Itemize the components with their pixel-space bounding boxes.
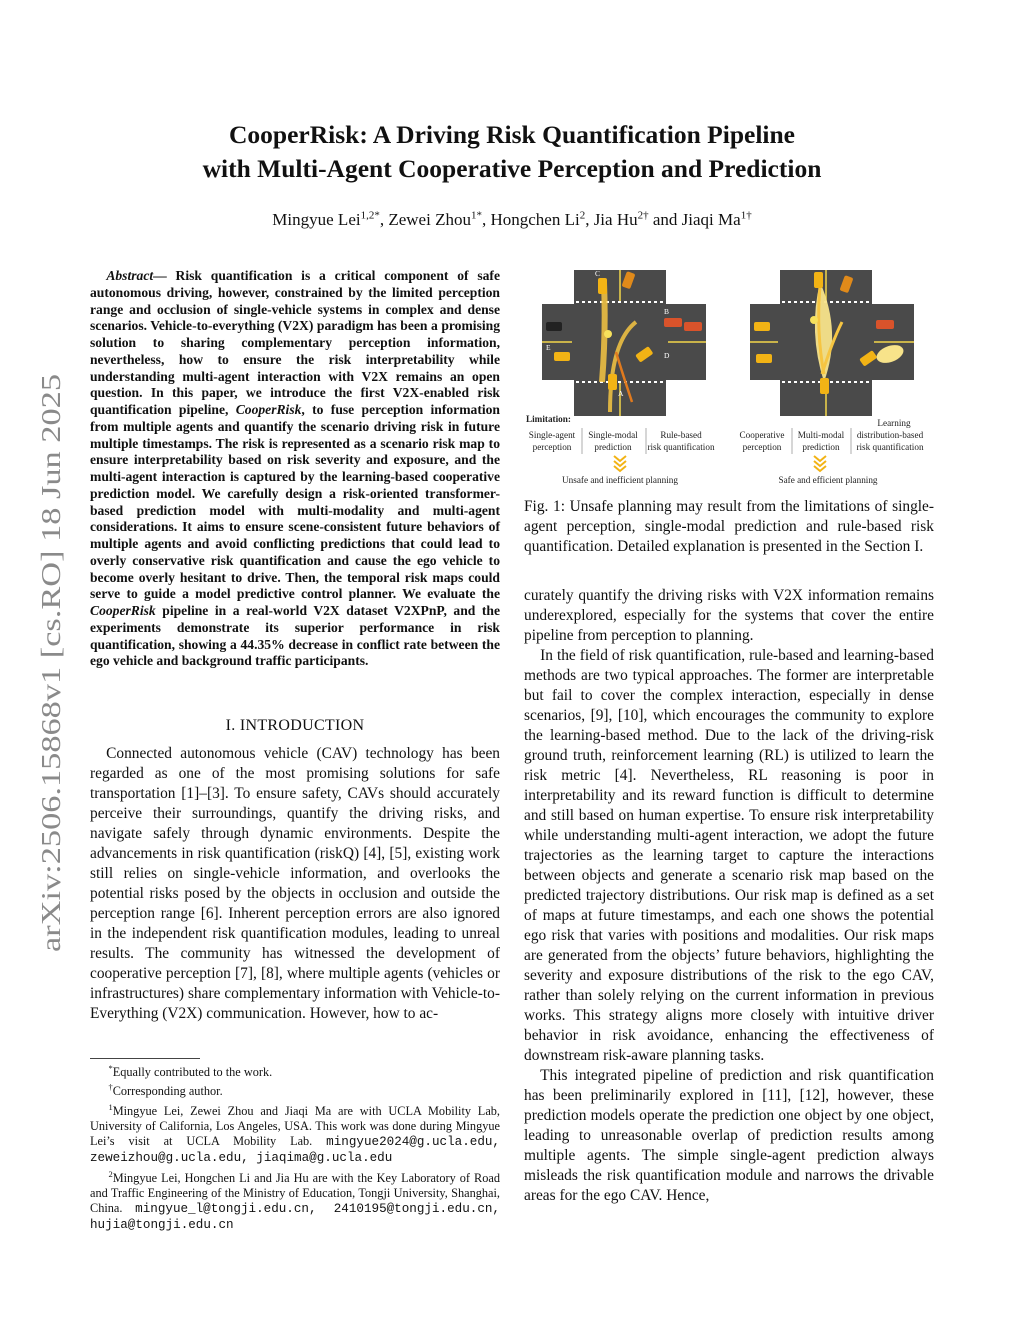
section-heading: I. INTRODUCTION [225,717,365,734]
author: Mingyue Lei$^{1,2*}$ [272,209,380,229]
figure-label: Learning [877,418,911,428]
figure-caption: Fig. 1: Unsafe planning may result from the limitations of single-agent perception, single-modal prediction and rule-based risk quantification. Detailed explanation is presented in the Section I. [524,498,934,555]
figure-label: perception [742,442,782,452]
paragraph: This integrated pipeline of prediction and risk quantification has been preliminarily explored in [11], [12], however, these prediction models operate the prediction one object by one object, leading to unreasonable overlap of prediction results among multiple agents. The simple single-agent prediction always misleads the risk quantification module and narrows the drivable areas for the ego CAV. Hence, [524,1067,934,1204]
vehicle-label: D [664,351,670,360]
figure-result-label: Unsafe and inefficient planning [562,475,678,485]
title-line-1: CooperRisk: A Driving Risk Quantification Pipeline [228,120,795,149]
footnote-affiliation-1: $^1$Mingyue Lei, Zewei Zhou and Jiaqi Ma are with UCLA Mobility Lab, University of California, Los Angeles, USA. This work was done during Mingyue Lei’s visit at UCLA Mobility Lab. mingyue2024@g.ucla.edu, zeweizhou@g.ucla.edu, jiaqima@g.ucla.edu [90,1101,500,1166]
figure-label: perception [532,442,572,452]
chevron-down-icon [614,456,626,471]
vehicle-c-icon [598,278,607,294]
footnote-rule [90,1058,200,1059]
rsu-icon [604,330,612,338]
figure-label: risk quantification [856,442,924,452]
abstract: Abstract— Risk quantification is a critical component of safe autonomous driving, however, constrained by the limited perception range and occlusion of single-vehicle systems in complex and dense scenarios. Vehicle-to-everything (V2X) paradigm has been a promising solution to sharing complementary perception information, nevertheless, how to ensure the risk interpretability while understanding multi-agent interaction with V2X remains an open question. In this paper, we introduce the first V2X-enabled risk quantification pipeline, CooperRisk, to fuse perception information from multiple agents and quantify the scenario driving risk in future multiple timestamps. The risk is represented as a scenario risk map to ensure interpretability based on risk severity and exposure, and the multi-agent interaction is captured by the learning-based cooperative prediction model. We carefully design a risk-oriented transformer-based prediction model with multi-modality and multi-agent considerations. It aims to ensure scene-consistent future behaviors of multiple agents and avoid conflicting predictions that could lead to overly conservative risk quantification and cause the ego vehicle to become overly hesitant to drive. Then, the temporal risk maps could serve to guide a model predictive control planner. We evaluate the CooperRisk pipeline in a real-world V2X dataset V2XPnP, and the experiments demonstrate its superior performance in risk quantification, showing a 44.35% decrease in conflict rate between the ego vehicle and background traffic participants. [90,268,500,669]
title-line-2: with Multi-Agent Cooperative Perception and Prediction [202,154,822,183]
figure-label: prediction [802,442,840,452]
arxiv-id: arXiv:2506.15868v1 [cs.RO] 18 Jun 2025 [35,489,66,952]
email-list: mingyue_l@tongji.edu.cn, 2410195@tongji.edu.cn, hujia@tongji.edu.cn [90,1202,500,1233]
figure-label: Single-modal [588,430,638,440]
figure-label: Rule-based [660,430,702,440]
intro-left-column [90,744,500,1024]
footnote-corresponding: †Corresponding author. [108,1082,223,1099]
chevron-down-icon [814,456,826,471]
abstract-label: Abstract [106,268,154,283]
figure-label: Multi-modal [797,430,845,440]
vehicle-label: E [546,343,551,352]
pipeline-name: CooperRisk [90,603,156,618]
intro-right-column [524,586,934,1206]
footnotes [90,1058,500,1233]
paper-title [100,118,924,186]
paragraph: In the field of risk quantification, rule-based and learning-based methods are two typical approaches. The former are interpretable but fail to cover the complex interaction, especially in dense scenarios, [9], [10], which encourages the community to explore the learning-based method. Due to the lack of the driving-risk ground truth, reinforcement learning (RL) is utilized to learn the risk metric [4]. Nevertheless, RL reasoning is poor in interpretability and its reward function is difficult to determine and still based on human expertise. To ensure risk interpretability while understanding multi-agent interaction, we adopt the future trajectories as the learning target to capture the interactions between objects and generate a scenario risk map based on the predicted trajectory distributions. Our risk map is defined as a set of maps at future timestamps, and each one shows the potential ego risk that varies with positions and modalities. Our risk maps are generated from the objects’ future behaviors, highlighting the severity and exposure distributions of the risk to the ego CAV, rather than solely relying on the current information in previous works. This strategy aligns more closely with intuitive driver behavior in risk avoidance, enhancing the effectiveness of downstream risk-aware planning tasks. [524,647,934,1064]
footnote-equal: *Equally contributed to the work. [108,1063,273,1080]
vehicle-label: C [595,269,601,278]
left-intersection-diagram [542,269,706,416]
footnote-affiliation-2: $^2$Mingyue Lei, Hongchen Li and Jia Hu are with the Key Laboratory of Road and Traffic Engineering of the Ministry of Education, Tongji University, Shanghai, China. mingyue_l@tongji.edu.cn, 2410195@tongji.edu.cn, hujia@tongji.edu.cn [90,1168,500,1233]
figure-1 [524,262,934,490]
arxiv-stamp [12,372,74,952]
figure-label: distribution-based [856,430,924,440]
figure-label: prediction [594,442,632,452]
figure-label: Single-agent [528,430,576,440]
author-list: Mingyue Lei$^{1,2*}$, Zewei Zhou$^{1*}$, Hongchen Li$^2$, Jia $Hu^{2\dagger}$ and Jiaqi $Ma^{1\dagger}$ [272,209,752,229]
right-intersection-diagram [750,270,914,416]
figure-label: Cooperative [739,430,785,440]
email-list: mingyue2024@g.ucla.edu, zeweizhou@g.ucla.edu, jiaqima@g.ucla.edu [90,1135,500,1166]
author: Jia $Hu^{2\dagger}$ [593,209,649,229]
paragraph: curately quantify the driving risks with V2X information remains underexplored, especially for the systems that cover the entire pipeline from perception to planning. [524,587,934,644]
vehicle-label: A [618,389,624,398]
pipeline-name: CooperRisk [235,402,302,417]
figure-label: risk quantification [647,442,715,452]
vehicle-label: B [664,307,670,316]
figure-result-label: Safe and efficient planning [778,475,878,485]
author: Hongchen Li$^2$ [490,209,586,229]
paragraph: Connected autonomous vehicle (CAV) technology has been regarded as one of the most promising solutions for safe transportation [1]–[3]. To ensure safety, CAVs should accurately perceive their surroundings, quantify the driving risks, and navigate safely through dynamic environments. Despite the advancements in risk quantification (riskQ) [4], [5], existing work still relies on single-vehicle information, and overlooks the potential risks posed by the objects in occlusion and outside the perception range [6]. Inherent perception errors are also ignored in the independent risk quantification modules, leading to unreal results. The community has witnessed the development of cooperative perception [7], [8], where multiple agents (vehicles or infrastructures) share complementary information with Vehicle-to-Everything (V2X) communication. However, how to ac- [90,745,500,1022]
author: Jiaqi $Ma^{1\dagger}$ [681,209,752,229]
limitation-label: Limitation: [526,414,571,424]
author: Zewei Zhou$^{1*}$ [388,209,482,229]
